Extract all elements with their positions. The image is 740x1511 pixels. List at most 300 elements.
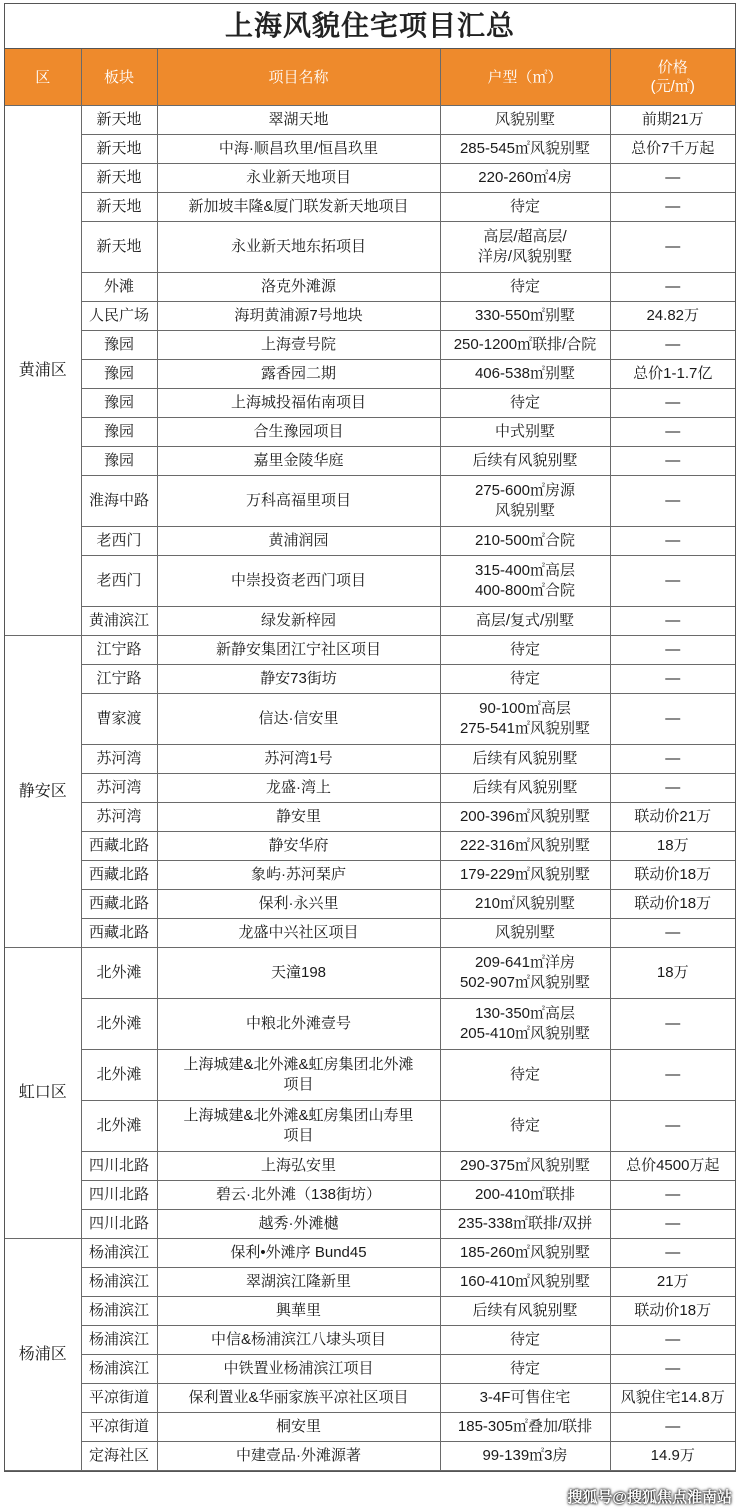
price-cell bbox=[610, 861, 735, 890]
project-cell-line: 中崇投资老西门项目 bbox=[230, 572, 366, 589]
project-cell-line: 静安华府 bbox=[268, 837, 329, 854]
price-cell bbox=[610, 106, 735, 135]
project-cell bbox=[157, 193, 440, 222]
project-cell bbox=[157, 832, 440, 861]
unit-type-cell-line: 后续有风貌别墅 bbox=[472, 779, 578, 796]
price-cell-line: — bbox=[665, 1186, 681, 1203]
price-cell bbox=[610, 774, 735, 803]
unit-type-cell-line: 179-229㎡风貌别墅 bbox=[459, 866, 591, 883]
unit-type-cell bbox=[440, 1152, 610, 1181]
price-cell bbox=[610, 1297, 735, 1326]
project-cell-line: 越秀·外滩樾 bbox=[258, 1215, 339, 1232]
unit-type-cell bbox=[440, 135, 610, 164]
price-cell-line: — bbox=[665, 1015, 681, 1032]
unit-type-cell-line: 风貌别墅 bbox=[494, 924, 555, 941]
price-cell-line: — bbox=[665, 1117, 681, 1134]
price-cell-line: — bbox=[665, 612, 681, 629]
project-cell bbox=[157, 302, 440, 331]
sector-cell: 杨浦滨江 bbox=[81, 1297, 157, 1326]
unit-type-cell-line: 210-500㎡合院 bbox=[474, 532, 576, 549]
unit-type-cell-line: 后续有风貌别墅 bbox=[472, 1302, 578, 1319]
table-row bbox=[5, 447, 735, 476]
project-cell-line: 中海·顺昌玖里/恒昌玖里 bbox=[218, 140, 379, 157]
sector-cell: 北外滩 bbox=[81, 1050, 157, 1101]
sector-cell: 淮海中路 bbox=[81, 476, 157, 527]
price-cell-line: 18万 bbox=[656, 837, 689, 854]
district-cell: 黄浦区 bbox=[5, 106, 81, 636]
price-cell bbox=[610, 1101, 735, 1152]
project-cell bbox=[157, 1210, 440, 1239]
project-cell-line: 海玥黄浦源7号地块 bbox=[234, 307, 363, 324]
price-cell-line: — bbox=[665, 1215, 681, 1232]
header-price-label: 价格 bbox=[657, 59, 688, 76]
unit-type-cell-line: 290-375㎡风貌别墅 bbox=[459, 1157, 591, 1174]
project-cell-line: 绿发新梓园 bbox=[260, 612, 336, 629]
price-cell-line: 18万 bbox=[656, 964, 689, 981]
table-row bbox=[5, 919, 735, 948]
project-cell-line: 洛克外滩源 bbox=[260, 278, 336, 295]
table-row bbox=[5, 607, 735, 636]
unit-type-cell bbox=[440, 1239, 610, 1268]
unit-type-cell-line: 中式别墅 bbox=[494, 423, 555, 440]
unit-type-cell bbox=[440, 1413, 610, 1442]
table-row bbox=[5, 948, 735, 999]
table-row bbox=[5, 1326, 735, 1355]
price-cell-line: — bbox=[665, 452, 681, 469]
price-cell-line: — bbox=[665, 532, 681, 549]
unit-type-cell-line: 185-260㎡风貌别墅 bbox=[459, 1244, 591, 1261]
project-cell-line: 上海壹号院 bbox=[260, 336, 336, 353]
price-cell-line: — bbox=[665, 169, 681, 186]
project-cell-line: 中铁置业杨浦滨江项目 bbox=[223, 1360, 374, 1377]
sector-cell: 平凉街道 bbox=[81, 1413, 157, 1442]
unit-type-cell-line: 3-4F可售住宅 bbox=[479, 1389, 571, 1406]
project-cell bbox=[157, 418, 440, 447]
project-cell-line: 翠湖天地 bbox=[268, 111, 329, 128]
project-cell bbox=[157, 1050, 440, 1101]
sector-cell: 杨浦滨江 bbox=[81, 1239, 157, 1268]
project-cell bbox=[157, 636, 440, 665]
unit-type-cell bbox=[440, 665, 610, 694]
unit-type-cell bbox=[440, 861, 610, 890]
unit-type-cell-line: 待定 bbox=[509, 1117, 540, 1134]
project-cell bbox=[157, 1268, 440, 1297]
table-row bbox=[5, 1210, 735, 1239]
table-row bbox=[5, 360, 735, 389]
district-cell: 静安区 bbox=[5, 636, 81, 948]
project-cell bbox=[157, 527, 440, 556]
unit-type-cell bbox=[440, 1384, 610, 1413]
unit-type-cell bbox=[440, 222, 610, 273]
project-cell bbox=[157, 1384, 440, 1413]
project-cell-line: 上海城建&北外滩&虹房集团山寿里 bbox=[183, 1107, 414, 1124]
header-unit-type: 户型（㎡） bbox=[440, 49, 610, 106]
sector-cell: 苏河湾 bbox=[81, 774, 157, 803]
sector-cell: 北外滩 bbox=[81, 999, 157, 1050]
unit-type-cell bbox=[440, 527, 610, 556]
header-project: 项目名称 bbox=[157, 49, 440, 106]
price-cell bbox=[610, 447, 735, 476]
project-cell-line: 翠湖滨江隆新里 bbox=[245, 1273, 351, 1290]
price-cell-line: — bbox=[665, 1360, 681, 1377]
project-cell-line: 保利置业&华丽家族平凉社区项目 bbox=[188, 1389, 409, 1406]
price-cell bbox=[610, 665, 735, 694]
unit-type-cell-line: 待定 bbox=[509, 670, 540, 687]
project-cell bbox=[157, 948, 440, 999]
project-cell bbox=[157, 1442, 440, 1471]
table-row bbox=[5, 418, 735, 447]
header-price-unit: (元/㎡) bbox=[650, 78, 695, 95]
unit-type-cell bbox=[440, 890, 610, 919]
unit-type-cell-line: 高层/复式/别墅 bbox=[475, 612, 575, 629]
project-cell-line: 项目 bbox=[283, 1127, 314, 1144]
unit-type-cell bbox=[440, 193, 610, 222]
price-cell-line: — bbox=[665, 779, 681, 796]
price-cell-line: — bbox=[665, 924, 681, 941]
table-row bbox=[5, 1442, 735, 1471]
table-row bbox=[5, 389, 735, 418]
table-row bbox=[5, 1239, 735, 1268]
district-cell: 杨浦区 bbox=[5, 1239, 81, 1471]
unit-type-cell-line: 待定 bbox=[509, 1360, 540, 1377]
project-cell bbox=[157, 1152, 440, 1181]
sector-cell: 豫园 bbox=[81, 360, 157, 389]
price-cell bbox=[610, 418, 735, 447]
unit-type-cell bbox=[440, 607, 610, 636]
unit-type-cell-line: 210㎡风貌别墅 bbox=[474, 895, 576, 912]
sector-cell: 北外滩 bbox=[81, 948, 157, 999]
price-cell bbox=[610, 1384, 735, 1413]
price-cell bbox=[610, 389, 735, 418]
table-row bbox=[5, 694, 735, 745]
unit-type-cell-line: 风貌别墅 bbox=[494, 502, 555, 519]
project-cell-line: 万科高福里项目 bbox=[245, 492, 351, 509]
price-cell-line: 总价7千万起 bbox=[631, 140, 715, 157]
sector-cell: 江宁路 bbox=[81, 636, 157, 665]
table-row bbox=[5, 745, 735, 774]
price-cell bbox=[610, 1152, 735, 1181]
project-cell bbox=[157, 389, 440, 418]
table-row bbox=[5, 556, 735, 607]
unit-type-cell-line: 222-316㎡风貌别墅 bbox=[459, 837, 591, 854]
unit-type-cell-line: 160-410㎡风貌别墅 bbox=[459, 1273, 591, 1290]
project-cell-line: 中粮北外滩壹号 bbox=[245, 1015, 351, 1032]
sector-cell: 西藏北路 bbox=[81, 890, 157, 919]
table-row bbox=[5, 164, 735, 193]
sector-cell: 四川北路 bbox=[81, 1181, 157, 1210]
unit-type-cell-line: 待定 bbox=[509, 198, 540, 215]
sector-cell: 苏河湾 bbox=[81, 745, 157, 774]
table-row bbox=[5, 1101, 735, 1152]
price-cell bbox=[610, 273, 735, 302]
project-cell bbox=[157, 745, 440, 774]
unit-type-cell-line: 待定 bbox=[509, 1066, 540, 1083]
project-cell bbox=[157, 861, 440, 890]
project-cell bbox=[157, 890, 440, 919]
sector-cell: 西藏北路 bbox=[81, 861, 157, 890]
sector-cell: 苏河湾 bbox=[81, 803, 157, 832]
table-row bbox=[5, 665, 735, 694]
unit-type-cell bbox=[440, 273, 610, 302]
header-price bbox=[610, 49, 735, 106]
table-row bbox=[5, 222, 735, 273]
project-cell bbox=[157, 694, 440, 745]
price-cell bbox=[610, 331, 735, 360]
project-cell bbox=[157, 135, 440, 164]
unit-type-cell-line: 99-139㎡3房 bbox=[482, 1447, 568, 1464]
project-cell bbox=[157, 1239, 440, 1268]
unit-type-cell bbox=[440, 1050, 610, 1101]
price-cell bbox=[610, 1413, 735, 1442]
project-cell bbox=[157, 476, 440, 527]
price-cell bbox=[610, 745, 735, 774]
header-district: 区 bbox=[5, 49, 81, 106]
sector-cell: 北外滩 bbox=[81, 1101, 157, 1152]
price-cell-line: 联动价18万 bbox=[634, 895, 712, 912]
project-cell-line: 象屿·苏河琹庐 bbox=[251, 866, 346, 883]
project-cell bbox=[157, 447, 440, 476]
unit-type-cell-line: 185-305㎡叠加/联排 bbox=[457, 1418, 593, 1435]
price-cell bbox=[610, 302, 735, 331]
table-row bbox=[5, 1181, 735, 1210]
project-cell-line: 新加坡丰隆&厦门联发新天地项目 bbox=[188, 198, 409, 215]
price-cell-line: — bbox=[665, 492, 681, 509]
unit-type-cell bbox=[440, 418, 610, 447]
unit-type-cell bbox=[440, 302, 610, 331]
price-cell bbox=[610, 1268, 735, 1297]
unit-type-cell bbox=[440, 106, 610, 135]
sector-cell: 江宁路 bbox=[81, 665, 157, 694]
price-cell-line: 总价4500万起 bbox=[626, 1157, 720, 1174]
table-row bbox=[5, 890, 735, 919]
table-row bbox=[5, 1152, 735, 1181]
unit-type-cell-line: 330-550㎡别墅 bbox=[474, 307, 576, 324]
unit-type-cell bbox=[440, 919, 610, 948]
project-cell-line: 上海城投福佑南项目 bbox=[230, 394, 366, 411]
price-cell bbox=[610, 1050, 735, 1101]
unit-type-cell bbox=[440, 389, 610, 418]
unit-type-cell-line: 待定 bbox=[509, 394, 540, 411]
sector-cell: 四川北路 bbox=[81, 1152, 157, 1181]
sector-cell: 新天地 bbox=[81, 106, 157, 135]
project-cell-line: 静安73街坊 bbox=[260, 670, 337, 687]
table-row bbox=[5, 999, 735, 1050]
price-cell-line: 前期21万 bbox=[641, 111, 704, 128]
price-cell bbox=[610, 832, 735, 861]
project-cell-line: 新静安集团江宁社区项目 bbox=[215, 641, 381, 658]
table-row bbox=[5, 106, 735, 135]
district-cell: 虹口区 bbox=[5, 948, 81, 1239]
sector-cell: 曹家渡 bbox=[81, 694, 157, 745]
unit-type-cell-line: 洋房/风貌别墅 bbox=[477, 248, 573, 265]
table-body bbox=[5, 106, 735, 1471]
price-cell bbox=[610, 636, 735, 665]
price-cell bbox=[610, 919, 735, 948]
table-row bbox=[5, 803, 735, 832]
project-cell-line: 天潼198 bbox=[270, 964, 327, 981]
unit-type-cell-line: 275-541㎡风貌别墅 bbox=[459, 720, 591, 737]
project-cell bbox=[157, 106, 440, 135]
project-cell bbox=[157, 999, 440, 1050]
unit-type-cell-line: 400-800㎡合院 bbox=[474, 582, 576, 599]
unit-type-cell-line: 235-338㎡联排/双拼 bbox=[457, 1215, 593, 1232]
project-cell bbox=[157, 273, 440, 302]
project-cell bbox=[157, 1101, 440, 1152]
table-row bbox=[5, 1268, 735, 1297]
price-cell bbox=[610, 1326, 735, 1355]
sector-cell: 豫园 bbox=[81, 447, 157, 476]
table-row bbox=[5, 193, 735, 222]
price-cell-line: — bbox=[665, 1418, 681, 1435]
unit-type-cell-line: 200-410㎡联排 bbox=[474, 1186, 576, 1203]
table-row bbox=[5, 527, 735, 556]
price-cell bbox=[610, 1442, 735, 1471]
price-cell-line: 总价1-1.7亿 bbox=[633, 365, 713, 382]
price-cell bbox=[610, 694, 735, 745]
table-row bbox=[5, 1355, 735, 1384]
unit-type-cell bbox=[440, 803, 610, 832]
project-cell-line: 上海弘安里 bbox=[260, 1157, 336, 1174]
table-row bbox=[5, 1297, 735, 1326]
unit-type-cell-line: 275-600㎡房源 bbox=[474, 482, 576, 499]
unit-type-cell bbox=[440, 1181, 610, 1210]
unit-type-cell bbox=[440, 1326, 610, 1355]
unit-type-cell-line: 220-260㎡4房 bbox=[478, 169, 572, 186]
price-cell bbox=[610, 164, 735, 193]
project-cell-line: 桐安里 bbox=[275, 1418, 321, 1435]
price-cell bbox=[610, 556, 735, 607]
price-cell-line: 风貌住宅14.8万 bbox=[620, 1389, 725, 1406]
price-cell-line: 24.82万 bbox=[646, 307, 700, 324]
project-cell bbox=[157, 803, 440, 832]
unit-type-cell bbox=[440, 164, 610, 193]
unit-type-cell bbox=[440, 1268, 610, 1297]
price-cell-line: — bbox=[665, 670, 681, 687]
unit-type-cell bbox=[440, 556, 610, 607]
unit-type-cell-line: 250-1200㎡联排/合院 bbox=[453, 336, 597, 353]
sector-cell: 新天地 bbox=[81, 135, 157, 164]
price-cell bbox=[610, 193, 735, 222]
sector-cell: 杨浦滨江 bbox=[81, 1326, 157, 1355]
table-row bbox=[5, 774, 735, 803]
summary-sheet bbox=[4, 3, 736, 1472]
project-cell bbox=[157, 1181, 440, 1210]
project-cell-line: 信达·信安里 bbox=[258, 710, 339, 727]
project-cell-line: 興華里 bbox=[275, 1302, 321, 1319]
unit-type-cell bbox=[440, 1210, 610, 1239]
unit-type-cell-line: 90-100㎡高层 bbox=[479, 700, 571, 717]
unit-type-cell bbox=[440, 331, 610, 360]
unit-type-cell-line: 205-410㎡风貌别墅 bbox=[459, 1025, 591, 1042]
price-cell-line: — bbox=[665, 1066, 681, 1083]
sector-cell: 西藏北路 bbox=[81, 919, 157, 948]
price-cell-line: 21万 bbox=[656, 1273, 689, 1290]
price-cell-line: — bbox=[665, 394, 681, 411]
unit-type-cell-line: 406-538㎡别墅 bbox=[474, 365, 576, 382]
project-cell-line: 合生豫园项目 bbox=[253, 423, 344, 440]
sector-cell: 老西门 bbox=[81, 527, 157, 556]
price-cell-line: — bbox=[665, 336, 681, 353]
sector-cell: 黄浦滨江 bbox=[81, 607, 157, 636]
project-cell bbox=[157, 1297, 440, 1326]
sheet-title: 上海风貌住宅项目汇总 bbox=[5, 4, 735, 49]
project-cell bbox=[157, 164, 440, 193]
unit-type-cell bbox=[440, 774, 610, 803]
price-cell bbox=[610, 803, 735, 832]
project-cell bbox=[157, 1355, 440, 1384]
price-cell bbox=[610, 1355, 735, 1384]
watermark: 搜狐号@搜狐焦点淮南站 bbox=[567, 1489, 732, 1506]
sector-cell: 杨浦滨江 bbox=[81, 1355, 157, 1384]
price-cell-line: — bbox=[665, 572, 681, 589]
table-row bbox=[5, 302, 735, 331]
header-sector: 板块 bbox=[81, 49, 157, 106]
project-cell bbox=[157, 919, 440, 948]
sector-cell: 人民广场 bbox=[81, 302, 157, 331]
sector-cell: 新天地 bbox=[81, 164, 157, 193]
unit-type-cell-line: 待定 bbox=[509, 641, 540, 658]
table-row bbox=[5, 476, 735, 527]
price-cell-line: — bbox=[665, 750, 681, 767]
unit-type-cell bbox=[440, 360, 610, 389]
price-cell-line: — bbox=[665, 1331, 681, 1348]
price-cell bbox=[610, 222, 735, 273]
sector-cell: 定海社区 bbox=[81, 1442, 157, 1471]
price-cell-line: — bbox=[665, 423, 681, 440]
sector-cell: 西藏北路 bbox=[81, 832, 157, 861]
table-row bbox=[5, 1413, 735, 1442]
unit-type-cell bbox=[440, 476, 610, 527]
unit-type-cell bbox=[440, 832, 610, 861]
unit-type-cell-line: 502-907㎡风貌别墅 bbox=[459, 974, 591, 991]
header-row bbox=[5, 49, 735, 106]
sector-cell: 平凉街道 bbox=[81, 1384, 157, 1413]
sector-cell: 新天地 bbox=[81, 222, 157, 273]
project-cell-line: 碧云·北外滩（138街坊） bbox=[215, 1186, 382, 1203]
unit-type-cell-line: 130-350㎡高层 bbox=[474, 1005, 576, 1022]
price-cell bbox=[610, 1181, 735, 1210]
table-row bbox=[5, 331, 735, 360]
sector-cell: 四川北路 bbox=[81, 1210, 157, 1239]
project-cell-line: 苏河湾1号 bbox=[264, 750, 333, 767]
price-cell-line: 联动价18万 bbox=[634, 1302, 712, 1319]
price-cell bbox=[610, 999, 735, 1050]
project-cell bbox=[157, 607, 440, 636]
unit-type-cell-line: 后续有风貌别墅 bbox=[472, 452, 578, 469]
price-cell bbox=[610, 1210, 735, 1239]
project-cell-line: 静安里 bbox=[275, 808, 321, 825]
sector-cell: 豫园 bbox=[81, 331, 157, 360]
price-cell bbox=[610, 476, 735, 527]
sector-cell: 老西门 bbox=[81, 556, 157, 607]
table-row bbox=[5, 636, 735, 665]
price-cell-line: 14.9万 bbox=[650, 1447, 695, 1464]
unit-type-cell-line: 209-641㎡洋房 bbox=[474, 954, 576, 971]
project-cell bbox=[157, 222, 440, 273]
unit-type-cell-line: 后续有风貌别墅 bbox=[472, 750, 578, 767]
sector-cell: 豫园 bbox=[81, 418, 157, 447]
project-cell-line: 龙盛中兴社区项目 bbox=[238, 924, 359, 941]
project-cell bbox=[157, 1413, 440, 1442]
project-cell-line: 保利•外滩序 Bund45 bbox=[230, 1244, 367, 1261]
unit-type-cell-line: 200-396㎡风貌别墅 bbox=[459, 808, 591, 825]
project-cell-line: 嘉里金陵华庭 bbox=[253, 452, 344, 469]
project-cell bbox=[157, 360, 440, 389]
price-cell-line: 联动价18万 bbox=[634, 866, 712, 883]
table-row bbox=[5, 135, 735, 164]
sector-cell: 豫园 bbox=[81, 389, 157, 418]
sector-cell: 新天地 bbox=[81, 193, 157, 222]
